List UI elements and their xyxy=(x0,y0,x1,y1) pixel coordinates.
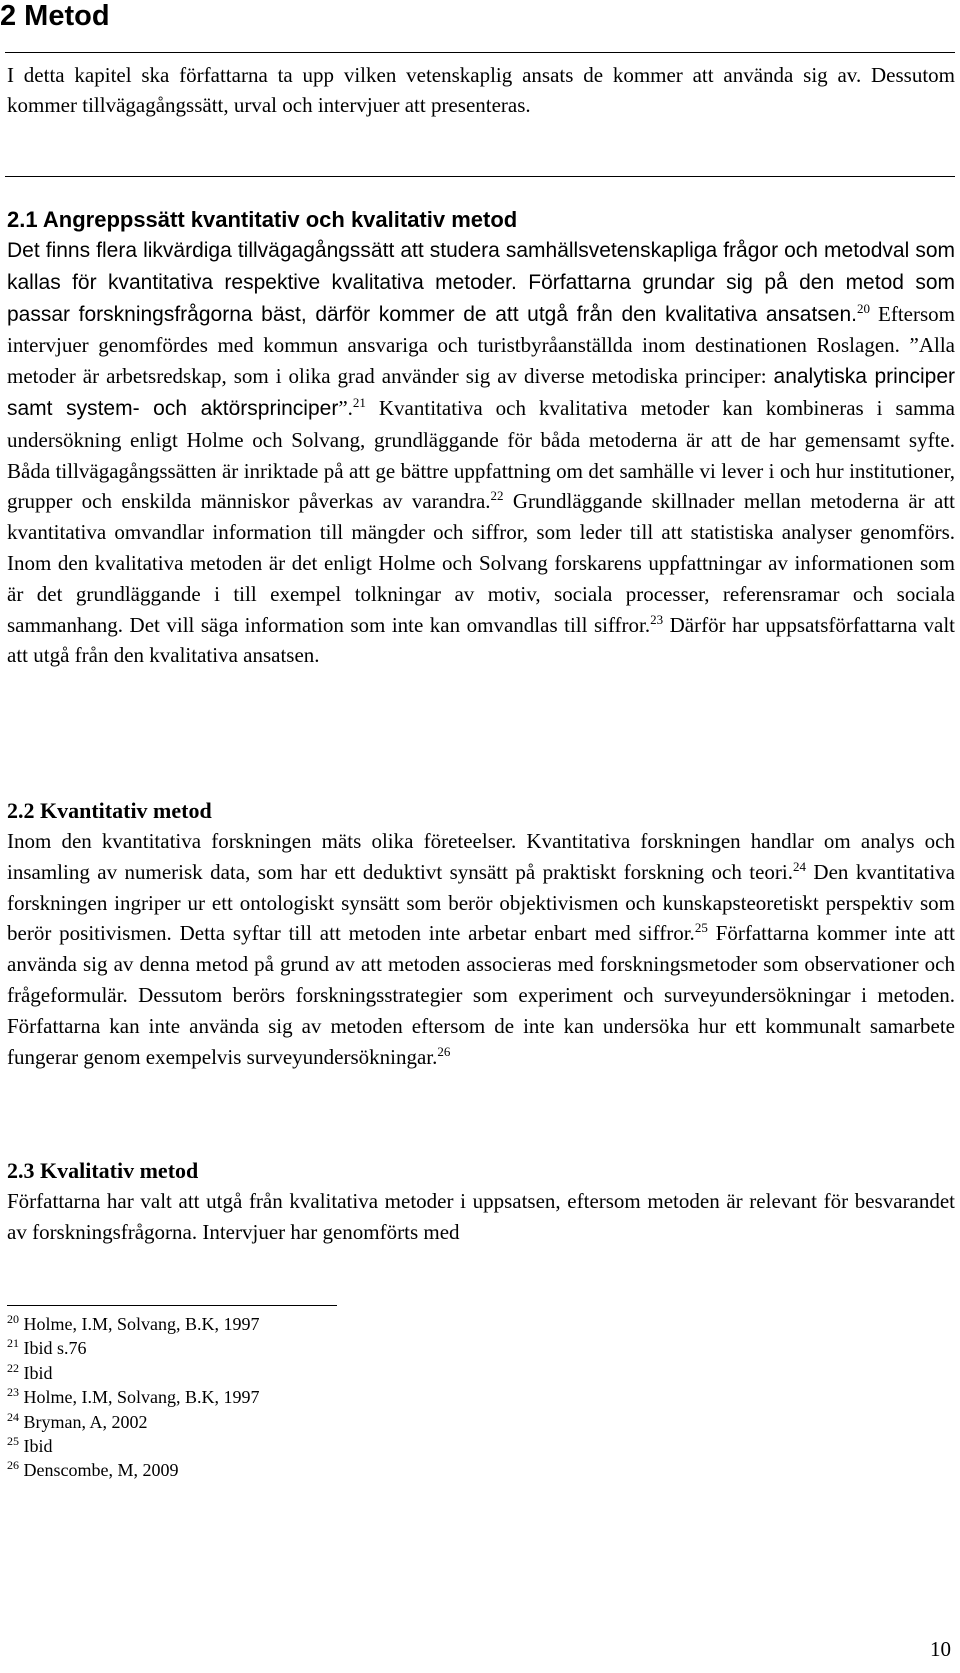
footnote xyxy=(7,1361,260,1385)
footnote-ref-23: 23 xyxy=(650,611,664,627)
footnote-ref-21: 21 xyxy=(352,394,366,410)
footnote-ref-22: 22 xyxy=(490,488,504,504)
section-2-1-text-d: Grundläggande skillnader mellan metoderna är att kvantitativa omvandlar information till mängder och siffror, som leder till att statistiska analyser genomförs. Inom den kvalitativa metoden är det enligt Holme och Solvang forskarens uppfattningar av informationen som är det grundläggande i till exempel tolkningar av motiv, sociala processer, referensramar och sociala sammanhang. Det vill säga information som inte kan omvandlas till siffror. xyxy=(7,489,955,637)
footnote-text: Bryman, A, 2002 xyxy=(23,1411,148,1432)
chapter-intro-bottom-rule xyxy=(5,176,955,177)
chapter-title: 2 Metod xyxy=(0,0,110,32)
footnote xyxy=(7,1410,260,1434)
footnote-ref-24: 24 xyxy=(793,858,806,874)
footnote xyxy=(7,1385,260,1409)
footnote xyxy=(7,1434,260,1458)
section-2-3-heading: 2.3 Kvalitativ metod xyxy=(7,1158,199,1183)
footnote xyxy=(7,1458,260,1482)
section-2-1-body xyxy=(7,235,955,671)
footnote-ref-20: 20 xyxy=(856,300,870,316)
footnote-number: 23 xyxy=(7,1385,19,1400)
footnote-number: 21 xyxy=(7,1336,19,1351)
footnote-number: 24 xyxy=(7,1409,19,1424)
footnote-ref-25: 25 xyxy=(694,920,708,936)
chapter-intro: I detta kapitel ska författarna ta upp vilken vetenskaplig ansats de kommer att använda sig av. Dessutom kommer tillvägagångssätt, urval och intervjuer att presenteras. xyxy=(7,63,955,117)
footnote-number: 25 xyxy=(7,1434,19,1449)
footnote-number: 20 xyxy=(7,1312,19,1326)
section-2-2 xyxy=(7,796,955,1072)
footnote-separator xyxy=(7,1305,337,1306)
section-2-1-quote: analytiska principer samt system- och aktörsprinciper xyxy=(7,365,955,420)
footnotes xyxy=(7,1312,260,1483)
footnote-number: 22 xyxy=(7,1360,19,1375)
section-2-1-heading: 2.1 Angreppssätt kvantitativ och kvalitativ metod xyxy=(7,207,518,232)
section-2-2-text-b: Den kvantitativa forskningen ingriper ur ett ontologiskt synsätt som berör objektivismen och kunskapsteoretiskt perspektiv som berör positivismen. Detta syftar till att metoden inte arbetar enbart med siffror. xyxy=(7,859,955,946)
chapter-intro-top-rule xyxy=(5,52,955,53)
section-2-3 xyxy=(7,1156,955,1247)
section-2-1-text-a: Det finns flera likvärdiga tillvägagångssätt att studera samhällsvetenskapliga frågor och metodval som kallas för kvantitativa respektive kvalitativa metoder. Författarna grundar sig på den metod som passar forskningsfrågorna bäst, därför kommer de att utgå från den kvalitativa ansatsen. xyxy=(7,239,955,326)
section-2-3-text: Författarna har valt att utgå från kvalitativa metoder i uppsatsen, eftersom metoden är relevant för besvarandet av forskningsfrågorna. Intervjuer har genomförts med xyxy=(7,1189,955,1244)
footnote-text: Ibid xyxy=(23,1362,53,1383)
footnote-text: Denscombe, M, 2009 xyxy=(23,1460,179,1481)
footnote-text: Ibid xyxy=(23,1436,53,1457)
footnote-number: 26 xyxy=(7,1458,19,1473)
footnote xyxy=(7,1336,260,1360)
section-2-2-heading: 2.2 Kvantitativ metod xyxy=(7,798,212,823)
footnote-ref-26: 26 xyxy=(437,1043,451,1059)
footnote-text: Holme, I.M, Solvang, B.K, 1997 xyxy=(23,1387,260,1408)
section-2-1-text-c: Kvantitativa och kvalitativa metoder kan kombineras i samma undersökning enligt Holme och Solvang, grundläggande för båda metoderna är att de har gemensamt syfte. Båda tillvägagångssätten är inriktade på att ge bättre uppfattning om det samhälle vi lever i och hur institutioner, grupper och enskilda människor påverkas av varandra. xyxy=(7,395,955,514)
section-2-1-text-b: Eftersom intervjuer genomfördes med kommun ansvariga och turistbyråanställda inom destinationen Roslagen. ”Alla metoder är arbetsredskap, som i olika grad använder sig av diverse metodiska principer: xyxy=(7,301,955,389)
page-number: 10 xyxy=(930,1637,951,1661)
footnote-text: Ibid s.76 xyxy=(23,1338,87,1359)
footnote-text: Holme, I.M, Solvang, B.K, 1997 xyxy=(23,1314,260,1334)
footnote xyxy=(7,1312,260,1336)
section-2-1-quote-end: ”. xyxy=(338,395,353,420)
section-2-1-text-e: Därför har uppsatsförfattarna valt att utgå från den kvalitativa ansatsen. xyxy=(7,612,956,668)
section-2-2-text-c: Författarna kommer inte att använda sig av denna metod på grund av att metoden associeras med forskningsmetoder som observationer och frågeformulär. Dessutom berörs forskningsstrategier som experiment och surveyundersökningar i metoden. Författarna kan inte använda sig av metoden eftersom de inte kan undersöka hur ett kommunalt samarbete fungerar genom exempelvis surveyundersökningar. xyxy=(7,921,955,1069)
section-2-2-text-a: Inom den kvantitativa forskningen mäts olika företeelser. Kvantitativa forskningen handlar om analys och insamling av numerisk data, som har ett deduktivt synsätt på praktiskt forskning och teori. xyxy=(7,829,955,884)
